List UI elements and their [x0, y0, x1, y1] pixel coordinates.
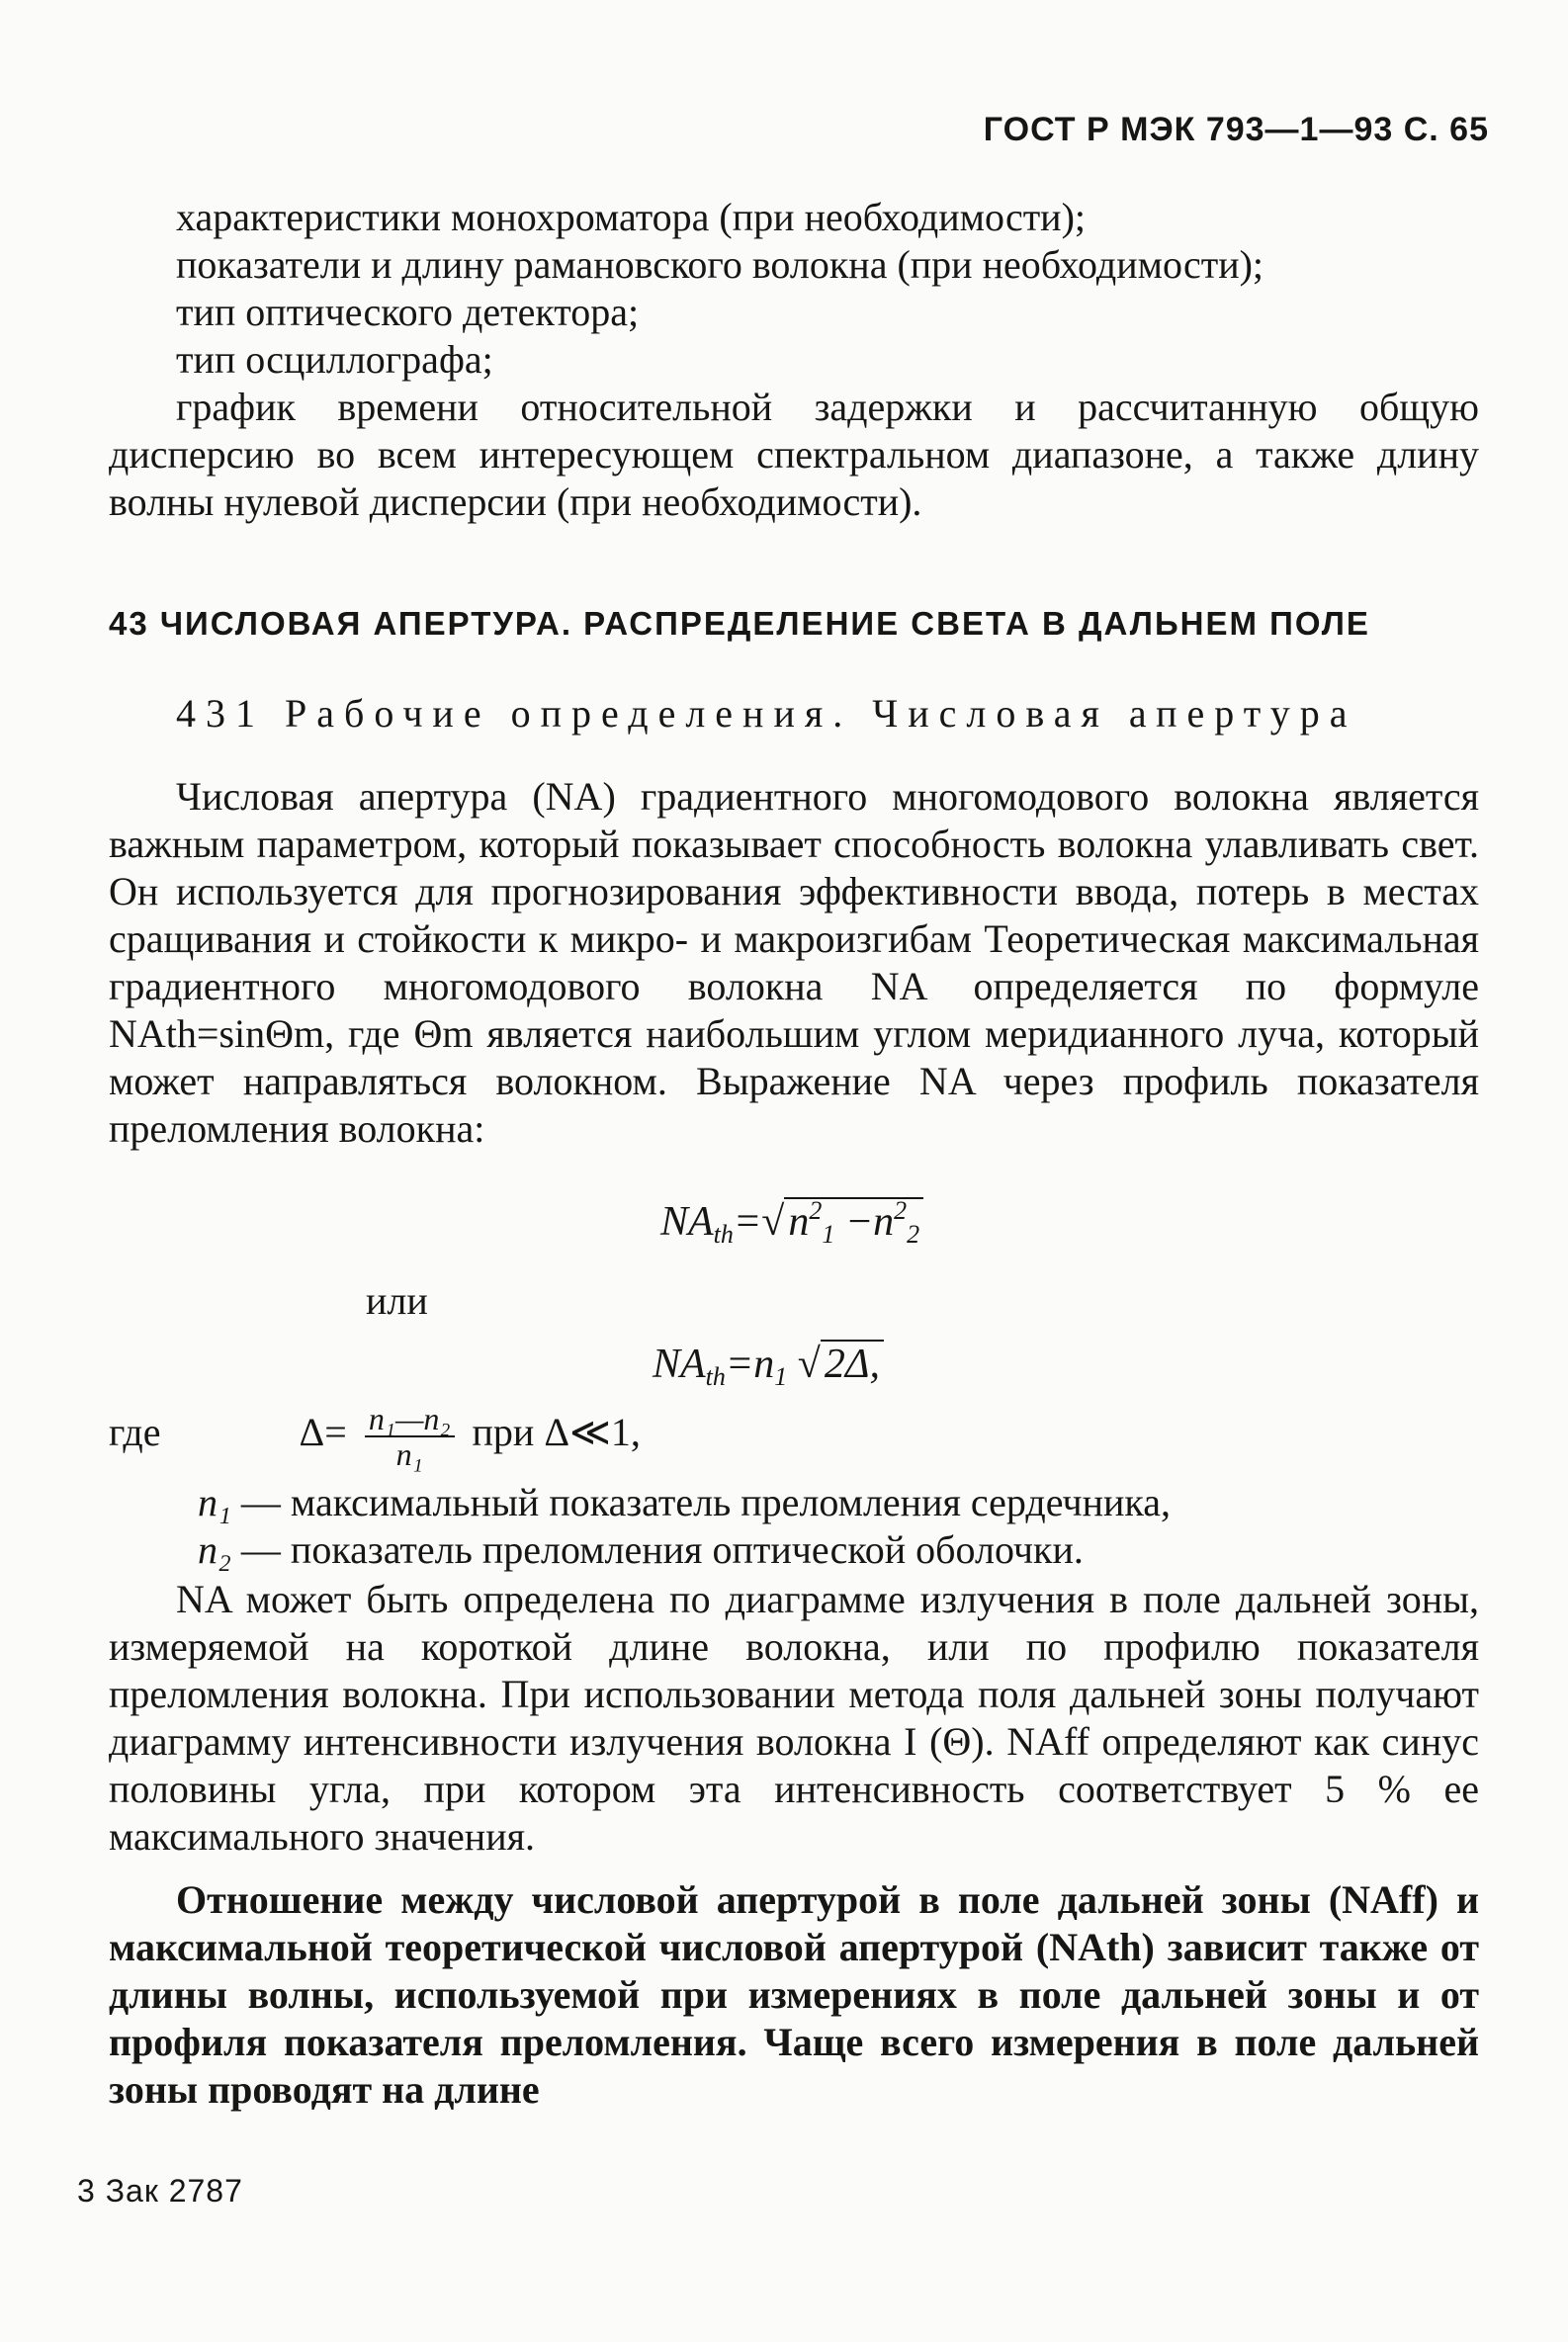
formula-subscript: 2 [907, 1220, 920, 1249]
condition-text: при Δ≪1, [472, 1410, 641, 1455]
formula-symbol: NA [660, 1199, 714, 1245]
fraction-numerator: n₁—n₂ [365, 1402, 455, 1437]
formula-operator: − [834, 1199, 874, 1245]
fraction [365, 1402, 455, 1471]
where-label: где [109, 1410, 161, 1455]
symbol: n₁ [198, 1480, 231, 1524]
formula-symbol: n [788, 1199, 810, 1245]
formula-subscript: th [705, 1362, 726, 1391]
radical [784, 1196, 923, 1249]
list-item: график времени относительной задержки и рассчитанную общую дисперсию во всем интересующем спектральном диапазоне, а также длину волны нулевой дисперсии (при необходимости). [109, 385, 1479, 524]
definition-text: — показатель преломления оптической оболочки. [240, 1527, 1084, 1572]
formula-na-th [660, 1196, 923, 1250]
symbol: n₂ [198, 1527, 231, 1572]
definition-text: — максимальный показатель преломления сердечника, [240, 1480, 1171, 1524]
page-header: ГОСТ Р МЭК 793—1—93 С. 65 [983, 111, 1489, 148]
formula-operator: √ [797, 1342, 821, 1387]
formula-operator: =√ [733, 1199, 785, 1245]
subsection-heading: 431 Рабочие определения. Числовая апертура [176, 691, 1357, 736]
formula-operator: = [725, 1342, 754, 1387]
formula-superscript: 2 [894, 1196, 908, 1225]
page-footer: 3 Зак 2787 [77, 2173, 243, 2209]
delta-definition [109, 1402, 1479, 1471]
formula-operator: Δ= [299, 1410, 347, 1455]
or-label: или [366, 1278, 428, 1323]
paragraph-text: Числовая апертура (NA) градиентного многомодового волокна является важным параметром, который показывает способность волокна улавливать свет. Он используется для прогнозирования эффективности ввода, потерь в местах сращивания и стойкости к микро- и макроизгибам Теоретическая максимальная градиентного многомодового волокна NA определяется по формуле NAth=sinΘm, где Θm является наибольшим углом меридианного луча, который может направляться волокном. Выражение NA через профиль показателя преломления волокна: [109, 774, 1479, 1151]
formula-symbol: n [873, 1199, 895, 1245]
paragraph-na-definition [109, 773, 1479, 1153]
radical: 2Δ, [821, 1340, 884, 1387]
formula-symbol: n [753, 1342, 775, 1387]
paragraph-text: NA может быть определена по диаграмме излучения в поле дальней зоны, измеряемой на короткой длине волокна, или по профилю показателя преломления волокна. При использовании метода поля дальней зоны получают диаграмму интенсивности излучения волокна I (Θ). NAff определяют как синус половины угла, при котором эта интенсивность соответствует 5 % ее максимального значения. [109, 1577, 1479, 1859]
list-item: характеристики монохроматора (при необходимости); [176, 195, 1087, 239]
formula-subscript: th [713, 1220, 734, 1249]
fraction-denominator: n₁ [395, 1436, 423, 1472]
formula-na-th-delta [653, 1341, 884, 1392]
formula-subscript: 1 [774, 1362, 788, 1391]
definition-n1 [198, 1479, 1483, 1526]
section-title: 43 ЧИСЛОВАЯ АПЕРТУРА. РАСПРЕДЕЛЕНИЕ СВЕТА В ДАЛЬНЕМ ПОЛЕ [109, 605, 1370, 642]
paragraph-relation [109, 1876, 1479, 2114]
formula-symbol: NA [653, 1342, 706, 1387]
paragraph-text: Отношение между числовой апертурой в поле дальней зоны (NAff) и максимальной теоретической числовой апертурой (NAth) зависит также от длины волны, используемой при измерениях в поле дальней зоны и от профиля показателя преломления. Чаще всего измерения в поле дальней зоны проводят на длине [109, 1877, 1479, 2112]
definition-n2 [198, 1526, 1483, 1574]
formula-subscript: 1 [822, 1220, 835, 1249]
list-item: тип оптического детектора; [176, 290, 640, 334]
requirements-list [109, 194, 1479, 526]
list-item: показатели и длину рамановского волокна (при необходимости); [176, 242, 1264, 287]
paragraph-far-field [109, 1576, 1479, 1861]
list-item: тип осциллографа; [176, 337, 493, 382]
symbol-definitions [198, 1479, 1483, 1574]
formula-superscript: 2 [809, 1196, 823, 1225]
